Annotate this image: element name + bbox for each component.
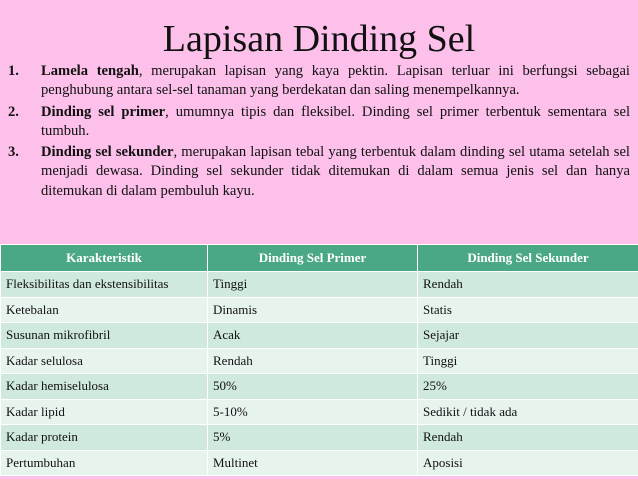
cell-sekunder: Tinggi [418, 348, 638, 374]
list-item [0, 62, 638, 101]
item-body [41, 143, 630, 201]
table-row [1, 399, 638, 425]
cell-primer: Tinggi [208, 272, 418, 298]
item-number: 1. [8, 63, 19, 79]
cell-sekunder: Rendah [418, 425, 638, 451]
list-item [0, 143, 638, 201]
cell-primer: Dinamis [208, 297, 418, 323]
item-text: , umumnya tipis dan fleksibel. Dinding sel primer terbentuk sementara sel tumbuh. [41, 103, 630, 139]
item-body [41, 103, 630, 142]
cell-characteristic: Ketebalan [1, 297, 208, 323]
cell-characteristic: Pertumbuhan [1, 450, 208, 476]
cell-sekunder: Sedikit / tidak ada [418, 399, 638, 425]
cell-sekunder: Rendah [418, 272, 638, 298]
item-text: , merupakan lapisan yang kaya pektin. Lapisan terluar ini berfungsi sebagai penghubung antara sel-sel tanaman yang berdekatan dan saling menempelkannya. [41, 63, 630, 99]
table-row [1, 348, 638, 374]
item-term: Lamela tengah [41, 63, 139, 79]
cell-sekunder: Statis [418, 297, 638, 323]
cell-primer: 50% [208, 374, 418, 400]
table-row [1, 323, 638, 349]
cell-primer: Acak [208, 323, 418, 349]
cell-sekunder: Sejajar [418, 323, 638, 349]
table-row [1, 272, 638, 298]
cell-primer: Multinet [208, 450, 418, 476]
table-header-row [1, 245, 638, 272]
table-row [1, 374, 638, 400]
table-row [1, 297, 638, 323]
comparison-table [0, 244, 638, 476]
layer-list [0, 62, 638, 203]
cell-characteristic: Susunan mikrofibril [1, 323, 208, 349]
cell-characteristic: Fleksibilitas dan ekstensibilitas [1, 272, 208, 298]
item-number: 2. [8, 103, 19, 120]
item-body [41, 62, 630, 101]
header-primer: Dinding Sel Primer [208, 245, 418, 272]
cell-primer: Rendah [208, 348, 418, 374]
header-karakteristik: Karakteristik [1, 245, 208, 272]
item-number: 3. [8, 144, 19, 161]
cell-sekunder: Aposisi [418, 450, 638, 476]
item-text: , merupakan lapisan tebal yang terbentuk dalam dinding sel utama setelah sel menjadi dewasa. Dinding sel sekunder tidak ditemukan di dalam semua jenis sel dan hanya ditemukan di dalam pembuluh kayu. [41, 144, 630, 199]
item-term: Dinding sel primer [41, 103, 166, 120]
cell-characteristic: Kadar protein [1, 425, 208, 451]
cell-characteristic: Kadar hemiselulosa [1, 374, 208, 400]
header-sekunder: Dinding Sel Sekunder [418, 245, 638, 272]
cell-characteristic: Kadar lipid [1, 399, 208, 425]
cell-characteristic: Kadar selulosa [1, 348, 208, 374]
item-term: Dinding sel sekunder [41, 144, 174, 161]
list-item [0, 103, 638, 142]
table-row [1, 450, 638, 476]
cell-sekunder: 25% [418, 374, 638, 400]
table-row [1, 425, 638, 451]
slide-title: Lapisan Dinding Sel [162, 18, 476, 60]
cell-primer: 5-10% [208, 399, 418, 425]
cell-primer: 5% [208, 425, 418, 451]
